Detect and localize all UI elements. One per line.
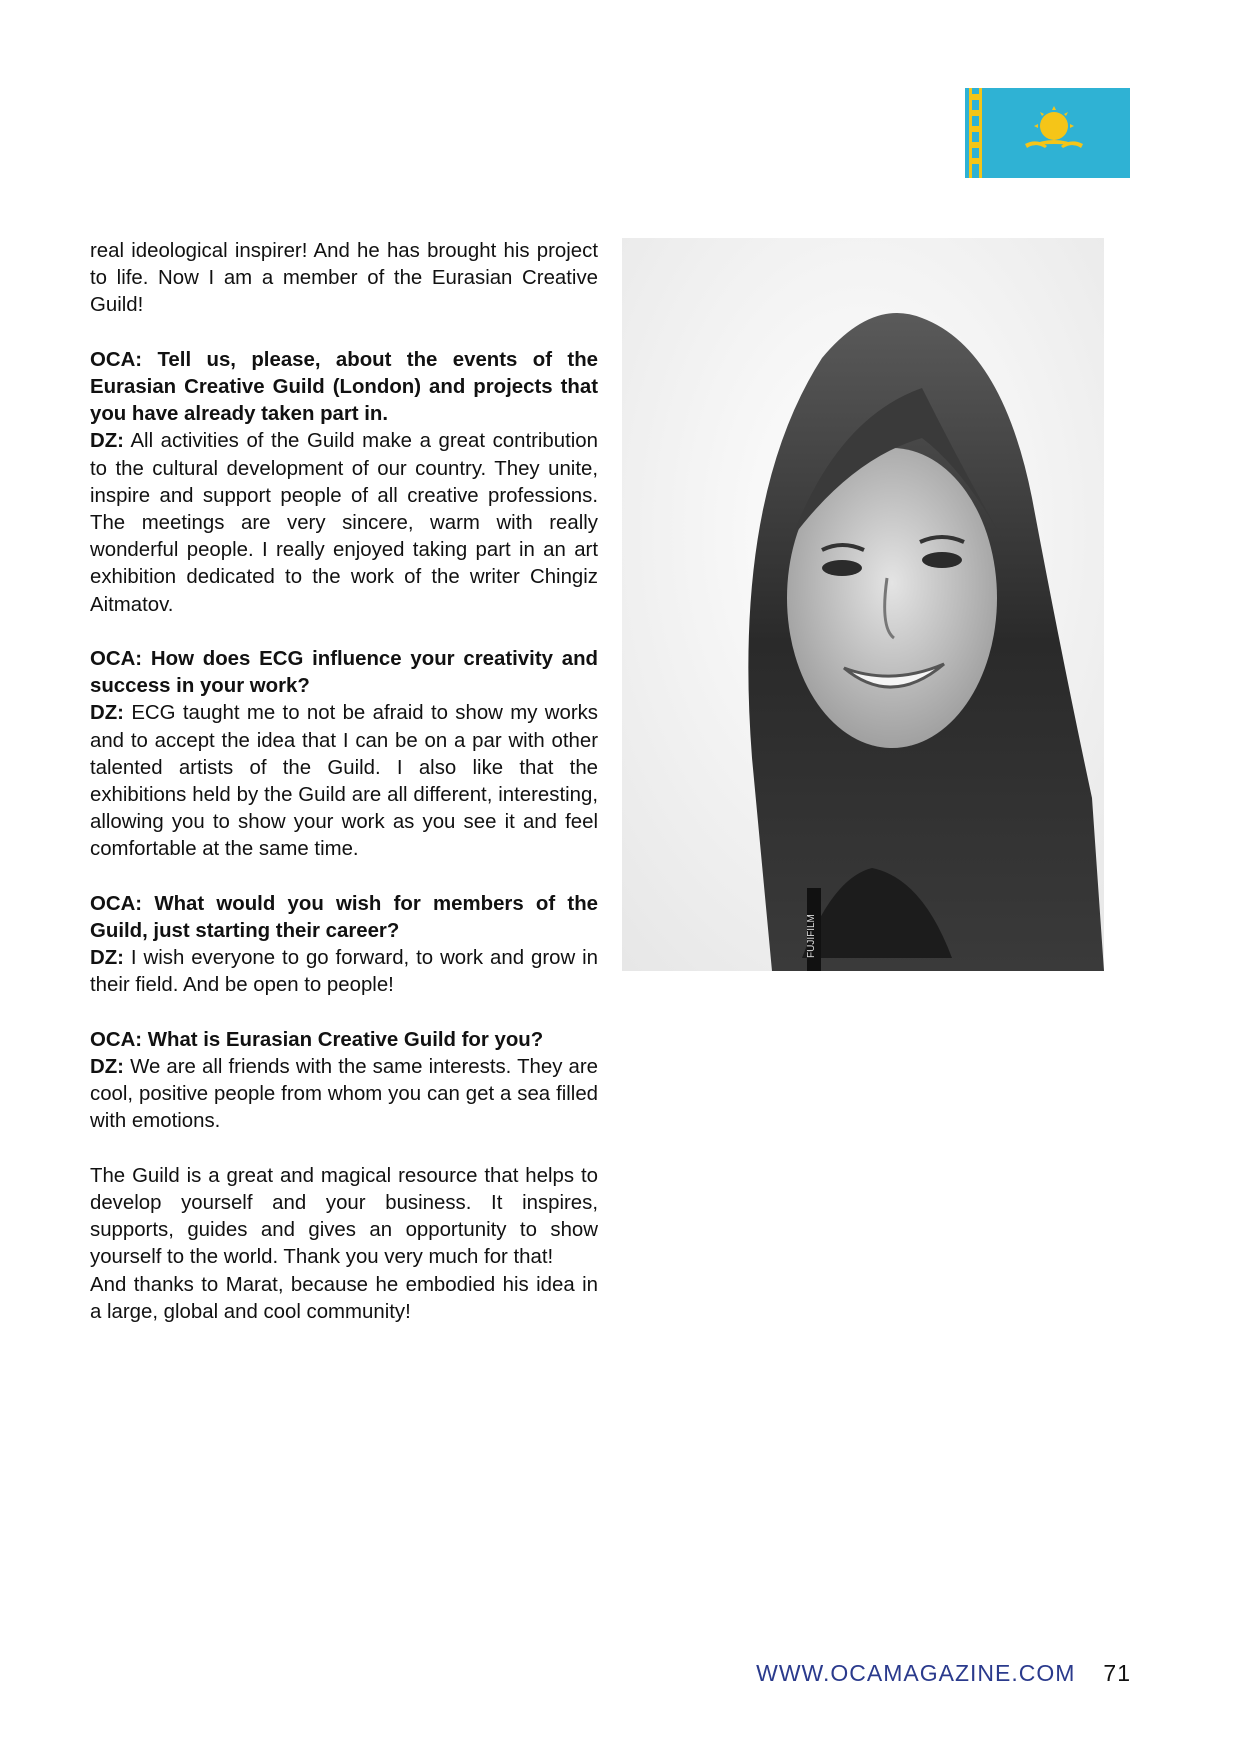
page-footer: [756, 1660, 1131, 1687]
question-2: OCA: How does ECG influence your creativity and success in your work?: [90, 648, 598, 698]
speaker-label: DZ:: [90, 430, 124, 453]
answer-3: [90, 945, 598, 999]
answer-text: All activities of the Guild make a great contribution to the cultural development of our country. They unite, inspire and support people of all creative professions. The meetings are very sincere, warm with really wonderful people. I really enjoyed taking part in an art exhibition dedicated to the work of the writer Chingiz Aitmatov.: [90, 430, 598, 616]
closing-paragraph: The Guild is a great and magical resource that helps to develop yourself and your business. It inspires, supports, guides and gives an opportunity to show yourself to the world. Thank you very much for that!: [90, 1164, 598, 1269]
speaker-label: DZ:: [90, 1056, 124, 1079]
kazakhstan-flag-icon: [965, 88, 1130, 178]
portrait-photo: [622, 238, 1104, 971]
speaker-label: DZ:: [90, 702, 124, 725]
answer-4: [90, 1054, 598, 1136]
interview-article: [90, 238, 598, 1326]
speaker-label: DZ:: [90, 947, 124, 970]
question-1: OCA: Tell us, please, about the events of the Eurasian Creative Guild (London) and projects that you have already taken part in.: [90, 348, 598, 426]
camera-strap-text: FUJIFILM: [806, 914, 817, 958]
page-number: 71: [1103, 1660, 1131, 1686]
answer-text: We are all friends with the same interests. They are cool, positive people from whom you can get a sea filled with emotions.: [90, 1056, 598, 1133]
magazine-url[interactable]: WWW.OCAMAGAZINE.COM: [756, 1660, 1076, 1686]
question-3: OCA: What would you wish for members of the Guild, just starting their career?: [90, 892, 598, 943]
answer-text: I wish everyone to go forward, to work and grow in their field. And be open to people!: [90, 947, 598, 997]
question-4: OCA: What is Eurasian Creative Guild for you?: [90, 1028, 544, 1051]
answer-1: [90, 428, 598, 618]
answer-text: ECG taught me to not be afraid to show my works and to accept the idea that I can be on a par with other talented artists of the Guild. I also like that the exhibitions held by the Guild are all different, interesting, allowing you to show your work as you see it and feel comfortable at the same time.: [90, 702, 598, 861]
intro-paragraph: real ideological inspirer! And he has brought his project to life. Now I am a member of the Eurasian Creative Guild!: [90, 240, 598, 317]
answer-2: [90, 700, 598, 863]
closing-thanks: And thanks to Marat, because he embodied his idea in a large, global and cool community!: [90, 1273, 598, 1323]
